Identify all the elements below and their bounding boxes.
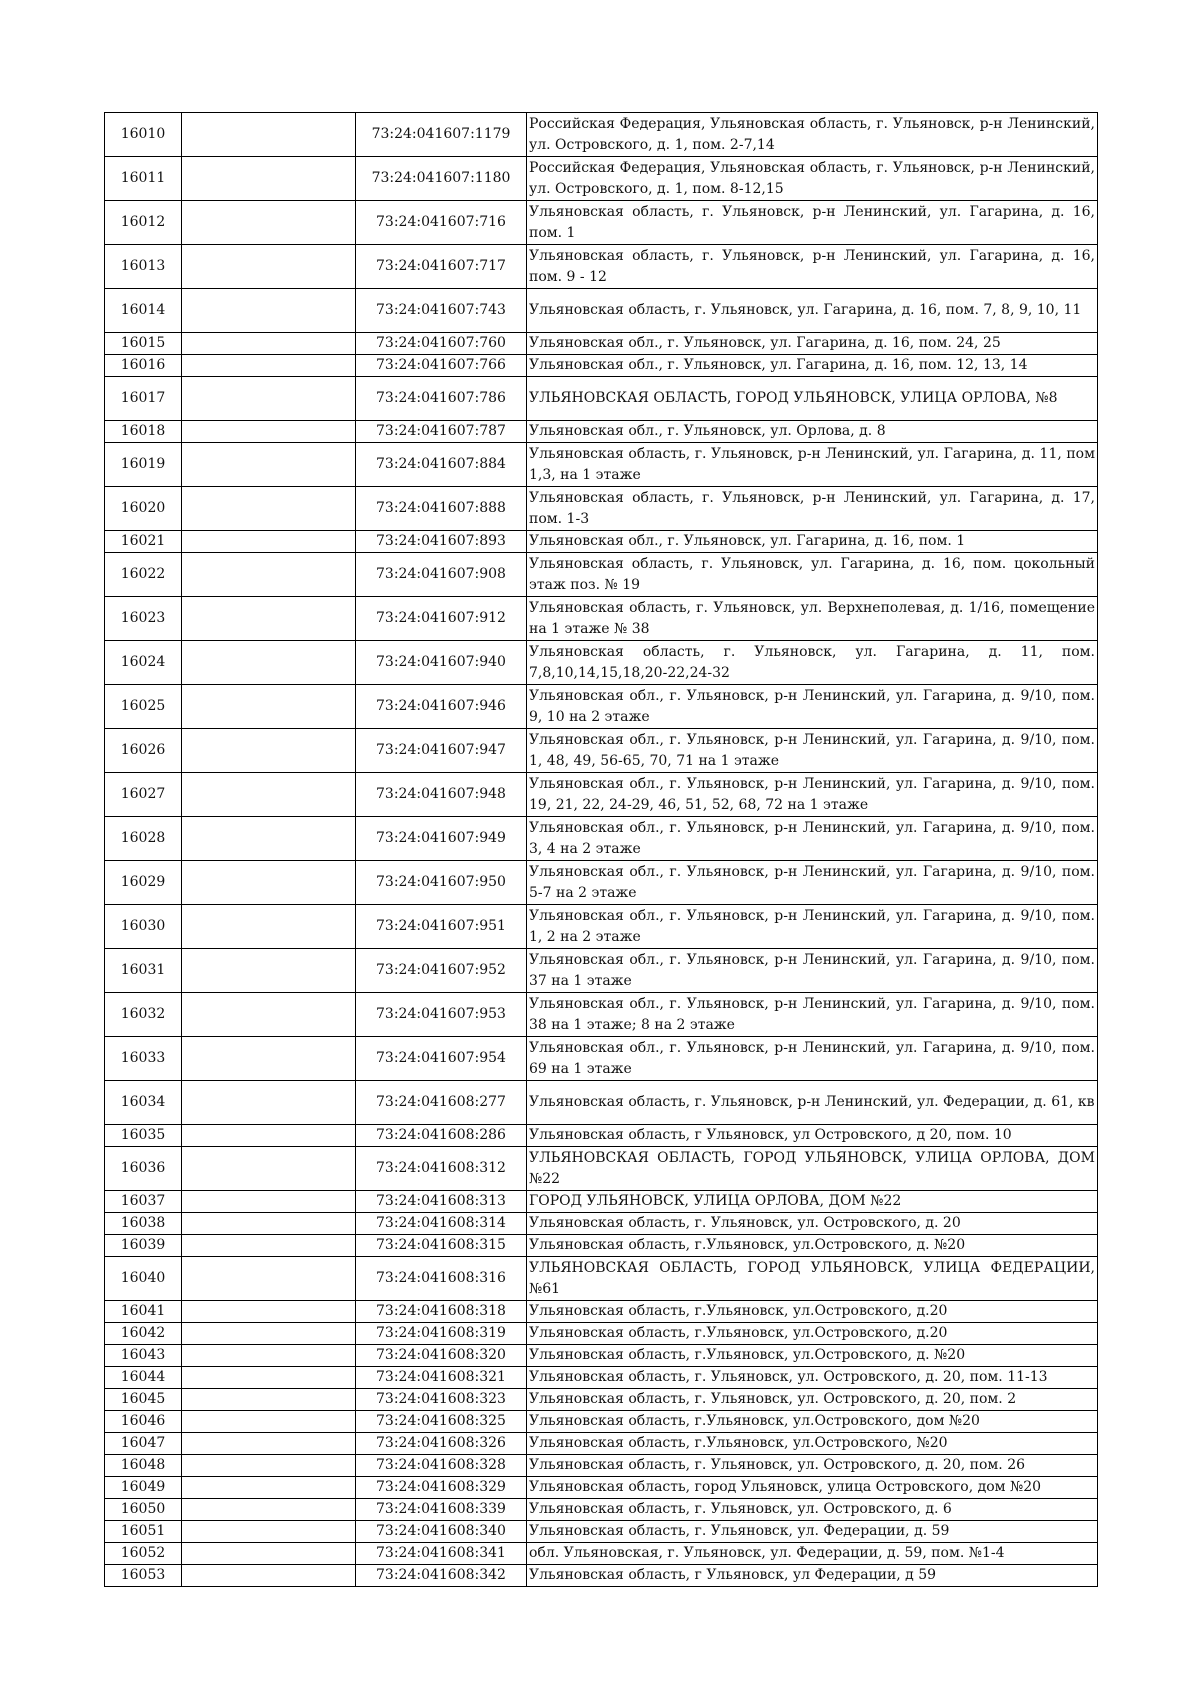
- table-row: [105, 1521, 1098, 1543]
- row-number-cell: 16051: [105, 1521, 182, 1543]
- empty-cell: [182, 1191, 356, 1213]
- address-cell: Ульяновская область, г. Ульяновск, ул. Островского, д. 20: [527, 1213, 1098, 1235]
- address-cell: Ульяновская обл., г. Ульяновск, р-н Ленинский, ул. Гагарина, д. 9/10, пом. 19, 21, 22, 24-29, 46, 51, 52, 68, 72 на 1 этаже: [527, 773, 1098, 817]
- address-cell: Ульяновская область, г.Ульяновск, ул.Островского, д.20: [527, 1323, 1098, 1345]
- cadastral-number-cell: 73:24:041608:342: [356, 1565, 527, 1587]
- empty-cell: [182, 443, 356, 487]
- address-cell: обл. Ульяновская, г. Ульяновск, ул. Федерации, д. 59, пом. №1-4: [527, 1543, 1098, 1565]
- cadastral-number-cell: 73:24:041608:340: [356, 1521, 527, 1543]
- table-row: [105, 1367, 1098, 1389]
- table-row: [105, 377, 1098, 421]
- address-cell: Ульяновская область, г.Ульяновск, ул.Островского, д. №20: [527, 1235, 1098, 1257]
- cadastral-number-cell: 73:24:041608:315: [356, 1235, 527, 1257]
- row-number-cell: 16033: [105, 1037, 182, 1081]
- row-number-cell: 16010: [105, 113, 182, 157]
- table-row: [105, 1301, 1098, 1323]
- row-number-cell: 16014: [105, 289, 182, 333]
- table-row: [105, 993, 1098, 1037]
- address-cell: Ульяновская обл., г. Ульяновск, р-н Ленинский, ул. Гагарина, д. 9/10, пом. 69 на 1 этаже: [527, 1037, 1098, 1081]
- row-number-cell: 16029: [105, 861, 182, 905]
- cadastral-number-cell: 73:24:041607:954: [356, 1037, 527, 1081]
- table-row: [105, 1257, 1098, 1301]
- empty-cell: [182, 993, 356, 1037]
- empty-cell: [182, 1499, 356, 1521]
- address-cell: Ульяновская область, г. Ульяновск, ул. Федерации, д. 59: [527, 1521, 1098, 1543]
- cadastral-number-cell: 73:24:041607:888: [356, 487, 527, 531]
- empty-cell: [182, 641, 356, 685]
- row-number-cell: 16046: [105, 1411, 182, 1433]
- cadastral-number-cell: 73:24:041608:316: [356, 1257, 527, 1301]
- empty-cell: [182, 1345, 356, 1367]
- row-number-cell: 16025: [105, 685, 182, 729]
- cadastral-number-cell: 73:24:041607:948: [356, 773, 527, 817]
- cadastral-number-cell: 73:24:041607:1179: [356, 113, 527, 157]
- table-row: [105, 201, 1098, 245]
- address-cell: Ульяновская область, г. Ульяновск, ул. Гагарина, д. 16, пом. цокольный этаж поз. № 19: [527, 553, 1098, 597]
- table-row: [105, 245, 1098, 289]
- empty-cell: [182, 1433, 356, 1455]
- empty-cell: [182, 1257, 356, 1301]
- empty-cell: [182, 597, 356, 641]
- row-number-cell: 16012: [105, 201, 182, 245]
- table-row: [105, 641, 1098, 685]
- table-row: [105, 1213, 1098, 1235]
- row-number-cell: 16053: [105, 1565, 182, 1587]
- address-cell: Ульяновская обл., г. Ульяновск, ул. Гагарина, д. 16, пом. 12, 13, 14: [527, 355, 1098, 377]
- row-number-cell: 16037: [105, 1191, 182, 1213]
- table-row: [105, 1147, 1098, 1191]
- row-number-cell: 16045: [105, 1389, 182, 1411]
- table-row: [105, 905, 1098, 949]
- cadastral-number-cell: 73:24:041608:329: [356, 1477, 527, 1499]
- cadastral-number-cell: 73:24:041607:717: [356, 245, 527, 289]
- empty-cell: [182, 1301, 356, 1323]
- address-cell: Ульяновская область, г. Ульяновск, ул. Островского, д. 6: [527, 1499, 1098, 1521]
- address-cell: Ульяновская область, г. Ульяновск, р-н Ленинский, ул. Гагарина, д. 16, пом. 9 - 12: [527, 245, 1098, 289]
- address-cell: Ульяновская область, город Ульяновск, улица Островского, дом №20: [527, 1477, 1098, 1499]
- cadastral-number-cell: 73:24:041608:321: [356, 1367, 527, 1389]
- row-number-cell: 16015: [105, 333, 182, 355]
- address-cell: ГОРОД УЛЬЯНОВСК, УЛИЦА ОРЛОВА, ДОМ №22: [527, 1191, 1098, 1213]
- address-cell: Ульяновская обл., г. Ульяновск, р-н Ленинский, ул. Гагарина, д. 9/10, пом. 38 на 1 этаже; 8 на 2 этаже: [527, 993, 1098, 1037]
- empty-cell: [182, 1521, 356, 1543]
- row-number-cell: 16026: [105, 729, 182, 773]
- address-cell: Ульяновская обл., г. Ульяновск, р-н Ленинский, ул. Гагарина, д. 9/10, пом. 1, 48, 49, 56-65, 70, 71 на 1 этаже: [527, 729, 1098, 773]
- empty-cell: [182, 201, 356, 245]
- address-cell: Ульяновская область, г. Ульяновск, р-н Ленинский, ул. Гагарина, д. 11, пом 1,3, на 1 этаже: [527, 443, 1098, 487]
- table-row: [105, 355, 1098, 377]
- row-number-cell: 16018: [105, 421, 182, 443]
- cadastral-number-cell: 73:24:041607:953: [356, 993, 527, 1037]
- address-cell: Ульяновская обл., г. Ульяновск, р-н Ленинский, ул. Гагарина, д. 9/10, пом. 5-7 на 2 этаже: [527, 861, 1098, 905]
- cadastral-number-cell: 73:24:041608:328: [356, 1455, 527, 1477]
- row-number-cell: 16017: [105, 377, 182, 421]
- address-cell: Ульяновская область, г. Ульяновск, ул. Верхнеполевая, д. 1/16, помещение на 1 этаже № 38: [527, 597, 1098, 641]
- empty-cell: [182, 1323, 356, 1345]
- address-cell: УЛЬЯНОВСКАЯ ОБЛАСТЬ, ГОРОД УЛЬЯНОВСК, УЛИЦА ОРЛОВА, ДОМ №22: [527, 1147, 1098, 1191]
- table-row: [105, 487, 1098, 531]
- empty-cell: [182, 685, 356, 729]
- table-row: [105, 1235, 1098, 1257]
- address-cell: УЛЬЯНОВСКАЯ ОБЛАСТЬ, ГОРОД УЛЬЯНОВСК, УЛИЦА ФЕДЕРАЦИИ, №61: [527, 1257, 1098, 1301]
- row-number-cell: 16047: [105, 1433, 182, 1455]
- row-number-cell: 16022: [105, 553, 182, 597]
- empty-cell: [182, 553, 356, 597]
- table-row: [105, 289, 1098, 333]
- address-cell: Ульяновская обл., г. Ульяновск, р-н Ленинский, ул. Гагарина, д. 9/10, пом. 9, 10 на 2 этаже: [527, 685, 1098, 729]
- table-row: [105, 531, 1098, 553]
- cadastral-number-cell: 73:24:041608:314: [356, 1213, 527, 1235]
- address-cell: Ульяновская область, г.Ульяновск, ул.Островского, №20: [527, 1433, 1098, 1455]
- empty-cell: [182, 729, 356, 773]
- row-number-cell: 16020: [105, 487, 182, 531]
- address-cell: Ульяновская область, г. Ульяновск, ул. Гагарина, д. 16, пом. 7, 8, 9, 10, 11: [527, 289, 1098, 333]
- table-row: [105, 1191, 1098, 1213]
- table-row: [105, 443, 1098, 487]
- empty-cell: [182, 1543, 356, 1565]
- row-number-cell: 16038: [105, 1213, 182, 1235]
- row-number-cell: 16016: [105, 355, 182, 377]
- table-row: [105, 1543, 1098, 1565]
- row-number-cell: 16044: [105, 1367, 182, 1389]
- row-number-cell: 16021: [105, 531, 182, 553]
- empty-cell: [182, 289, 356, 333]
- row-number-cell: 16011: [105, 157, 182, 201]
- empty-cell: [182, 113, 356, 157]
- empty-cell: [182, 355, 356, 377]
- row-number-cell: 16013: [105, 245, 182, 289]
- address-cell: Ульяновская область, г.Ульяновск, ул.Островского, дом №20: [527, 1411, 1098, 1433]
- cadastral-number-cell: 73:24:041607:786: [356, 377, 527, 421]
- cadastral-number-cell: 73:24:041608:313: [356, 1191, 527, 1213]
- cadastral-number-cell: 73:24:041607:949: [356, 817, 527, 861]
- cadastral-number-cell: 73:24:041607:760: [356, 333, 527, 355]
- address-cell: УЛЬЯНОВСКАЯ ОБЛАСТЬ, ГОРОД УЛЬЯНОВСК, УЛИЦА ОРЛОВА, №8: [527, 377, 1098, 421]
- empty-cell: [182, 333, 356, 355]
- cadastral-number-cell: 73:24:041608:341: [356, 1543, 527, 1565]
- address-cell: Российская Федерация, Ульяновская область, г. Ульяновск, р-н Ленинский, ул. Островского, д. 1, пом. 8-12,15: [527, 157, 1098, 201]
- row-number-cell: 16027: [105, 773, 182, 817]
- row-number-cell: 16052: [105, 1543, 182, 1565]
- row-number-cell: 16024: [105, 641, 182, 685]
- cadastral-number-cell: 73:24:041607:908: [356, 553, 527, 597]
- cadastral-number-cell: 73:24:041608:323: [356, 1389, 527, 1411]
- cadastral-number-cell: 73:24:041608:339: [356, 1499, 527, 1521]
- cadastral-number-cell: 73:24:041607:893: [356, 531, 527, 553]
- cadastral-number-cell: 73:24:041607:743: [356, 289, 527, 333]
- address-cell: Ульяновская область, г. Ульяновск, ул. Островского, д. 20, пом. 11-13: [527, 1367, 1098, 1389]
- address-cell: Ульяновская обл., г. Ульяновск, ул. Орлова, д. 8: [527, 421, 1098, 443]
- table-row: [105, 1565, 1098, 1587]
- address-cell: Российская Федерация, Ульяновская область, г. Ульяновск, р-н Ленинский, ул. Островского, д. 1, пом. 2-7,14: [527, 113, 1098, 157]
- table-row: [105, 597, 1098, 641]
- address-cell: Ульяновская область, г Ульяновск, ул Федерации, д 59: [527, 1565, 1098, 1587]
- cadastral-number-cell: 73:24:041607:952: [356, 949, 527, 993]
- table-row: [105, 817, 1098, 861]
- address-cell: Ульяновская обл., г. Ульяновск, р-н Ленинский, ул. Гагарина, д. 9/10, пом. 3, 4 на 2 этаже: [527, 817, 1098, 861]
- row-number-cell: 16039: [105, 1235, 182, 1257]
- row-number-cell: 16035: [105, 1125, 182, 1147]
- cadastral-number-cell: 73:24:041608:312: [356, 1147, 527, 1191]
- table-row: [105, 1081, 1098, 1125]
- row-number-cell: 16050: [105, 1499, 182, 1521]
- cadastral-number-cell: 73:24:041608:320: [356, 1345, 527, 1367]
- property-registry-table: [104, 112, 1098, 1587]
- row-number-cell: 16034: [105, 1081, 182, 1125]
- empty-cell: [182, 1037, 356, 1081]
- cadastral-number-cell: 73:24:041608:325: [356, 1411, 527, 1433]
- empty-cell: [182, 157, 356, 201]
- table-row: [105, 1389, 1098, 1411]
- cadastral-number-cell: 73:24:041607:884: [356, 443, 527, 487]
- row-number-cell: 16041: [105, 1301, 182, 1323]
- empty-cell: [182, 531, 356, 553]
- row-number-cell: 16040: [105, 1257, 182, 1301]
- table-row: [105, 333, 1098, 355]
- address-cell: Ульяновская область, г. Ульяновск, р-н Ленинский, ул. Гагарина, д. 17, пом. 1-3: [527, 487, 1098, 531]
- address-cell: Ульяновская область, г. Ульяновск, р-н Ленинский, ул. Федерации, д. 61, кв: [527, 1081, 1098, 1125]
- table-row: [105, 729, 1098, 773]
- address-cell: Ульяновская область, г Ульяновск, ул Островского, д 20, пом. 10: [527, 1125, 1098, 1147]
- empty-cell: [182, 1213, 356, 1235]
- address-cell: Ульяновская область, г.Ульяновск, ул.Островского, д.20: [527, 1301, 1098, 1323]
- row-number-cell: 16019: [105, 443, 182, 487]
- cadastral-number-cell: 73:24:041607:912: [356, 597, 527, 641]
- table-row: [105, 1499, 1098, 1521]
- address-cell: Ульяновская обл., г. Ульяновск, р-н Ленинский, ул. Гагарина, д. 9/10, пом. 1, 2 на 2 этаже: [527, 905, 1098, 949]
- table-row: [105, 1433, 1098, 1455]
- empty-cell: [182, 773, 356, 817]
- registry-table-body: [105, 113, 1098, 1587]
- empty-cell: [182, 1081, 356, 1125]
- table-row: [105, 1037, 1098, 1081]
- table-row: [105, 861, 1098, 905]
- empty-cell: [182, 1389, 356, 1411]
- empty-cell: [182, 421, 356, 443]
- cadastral-number-cell: 73:24:041608:286: [356, 1125, 527, 1147]
- cadastral-number-cell: 73:24:041607:940: [356, 641, 527, 685]
- table-row: [105, 421, 1098, 443]
- address-cell: Ульяновская область, г. Ульяновск, ул. Островского, д. 20, пом. 2: [527, 1389, 1098, 1411]
- cadastral-number-cell: 73:24:041608:318: [356, 1301, 527, 1323]
- cadastral-number-cell: 73:24:041607:787: [356, 421, 527, 443]
- table-row: [105, 1411, 1098, 1433]
- table-row: [105, 1477, 1098, 1499]
- table-row: [105, 157, 1098, 201]
- row-number-cell: 16030: [105, 905, 182, 949]
- empty-cell: [182, 1565, 356, 1587]
- row-number-cell: 16042: [105, 1323, 182, 1345]
- empty-cell: [182, 487, 356, 531]
- address-cell: Ульяновская область, г. Ульяновск, р-н Ленинский, ул. Гагарина, д. 16, пом. 1: [527, 201, 1098, 245]
- empty-cell: [182, 861, 356, 905]
- row-number-cell: 16043: [105, 1345, 182, 1367]
- address-cell: Ульяновская область, г. Ульяновск, ул. Гагарина, д. 11, пом. 7,8,10,14,15,18,20-22,24-32: [527, 641, 1098, 685]
- table-row: [105, 1345, 1098, 1367]
- cadastral-number-cell: 73:24:041608:319: [356, 1323, 527, 1345]
- row-number-cell: 16031: [105, 949, 182, 993]
- cadastral-number-cell: 73:24:041607:947: [356, 729, 527, 773]
- table-row: [105, 553, 1098, 597]
- table-row: [105, 949, 1098, 993]
- empty-cell: [182, 1367, 356, 1389]
- row-number-cell: 16048: [105, 1455, 182, 1477]
- address-cell: Ульяновская обл., г. Ульяновск, ул. Гагарина, д. 16, пом. 1: [527, 531, 1098, 553]
- empty-cell: [182, 245, 356, 289]
- table-row: [105, 113, 1098, 157]
- table-row: [105, 685, 1098, 729]
- empty-cell: [182, 1147, 356, 1191]
- cadastral-number-cell: 73:24:041608:277: [356, 1081, 527, 1125]
- empty-cell: [182, 1477, 356, 1499]
- address-cell: Ульяновская обл., г. Ульяновск, р-н Ленинский, ул. Гагарина, д. 9/10, пом. 37 на 1 этаже: [527, 949, 1098, 993]
- empty-cell: [182, 377, 356, 421]
- empty-cell: [182, 1411, 356, 1433]
- cadastral-number-cell: 73:24:041607:716: [356, 201, 527, 245]
- cadastral-number-cell: 73:24:041607:950: [356, 861, 527, 905]
- empty-cell: [182, 905, 356, 949]
- address-cell: Ульяновская обл., г. Ульяновск, ул. Гагарина, д. 16, пом. 24, 25: [527, 333, 1098, 355]
- cadastral-number-cell: 73:24:041607:946: [356, 685, 527, 729]
- empty-cell: [182, 1235, 356, 1257]
- empty-cell: [182, 1455, 356, 1477]
- empty-cell: [182, 1125, 356, 1147]
- cadastral-number-cell: 73:24:041607:951: [356, 905, 527, 949]
- row-number-cell: 16032: [105, 993, 182, 1037]
- table-row: [105, 773, 1098, 817]
- empty-cell: [182, 817, 356, 861]
- address-cell: Ульяновская область, г. Ульяновск, ул. Островского, д. 20, пом. 26: [527, 1455, 1098, 1477]
- table-row: [105, 1455, 1098, 1477]
- cadastral-number-cell: 73:24:041607:1180: [356, 157, 527, 201]
- row-number-cell: 16036: [105, 1147, 182, 1191]
- table-row: [105, 1323, 1098, 1345]
- table-row: [105, 1125, 1098, 1147]
- row-number-cell: 16023: [105, 597, 182, 641]
- row-number-cell: 16028: [105, 817, 182, 861]
- address-cell: Ульяновская область, г.Ульяновск, ул.Островского, д. №20: [527, 1345, 1098, 1367]
- empty-cell: [182, 949, 356, 993]
- cadastral-number-cell: 73:24:041607:766: [356, 355, 527, 377]
- cadastral-number-cell: 73:24:041608:326: [356, 1433, 527, 1455]
- row-number-cell: 16049: [105, 1477, 182, 1499]
